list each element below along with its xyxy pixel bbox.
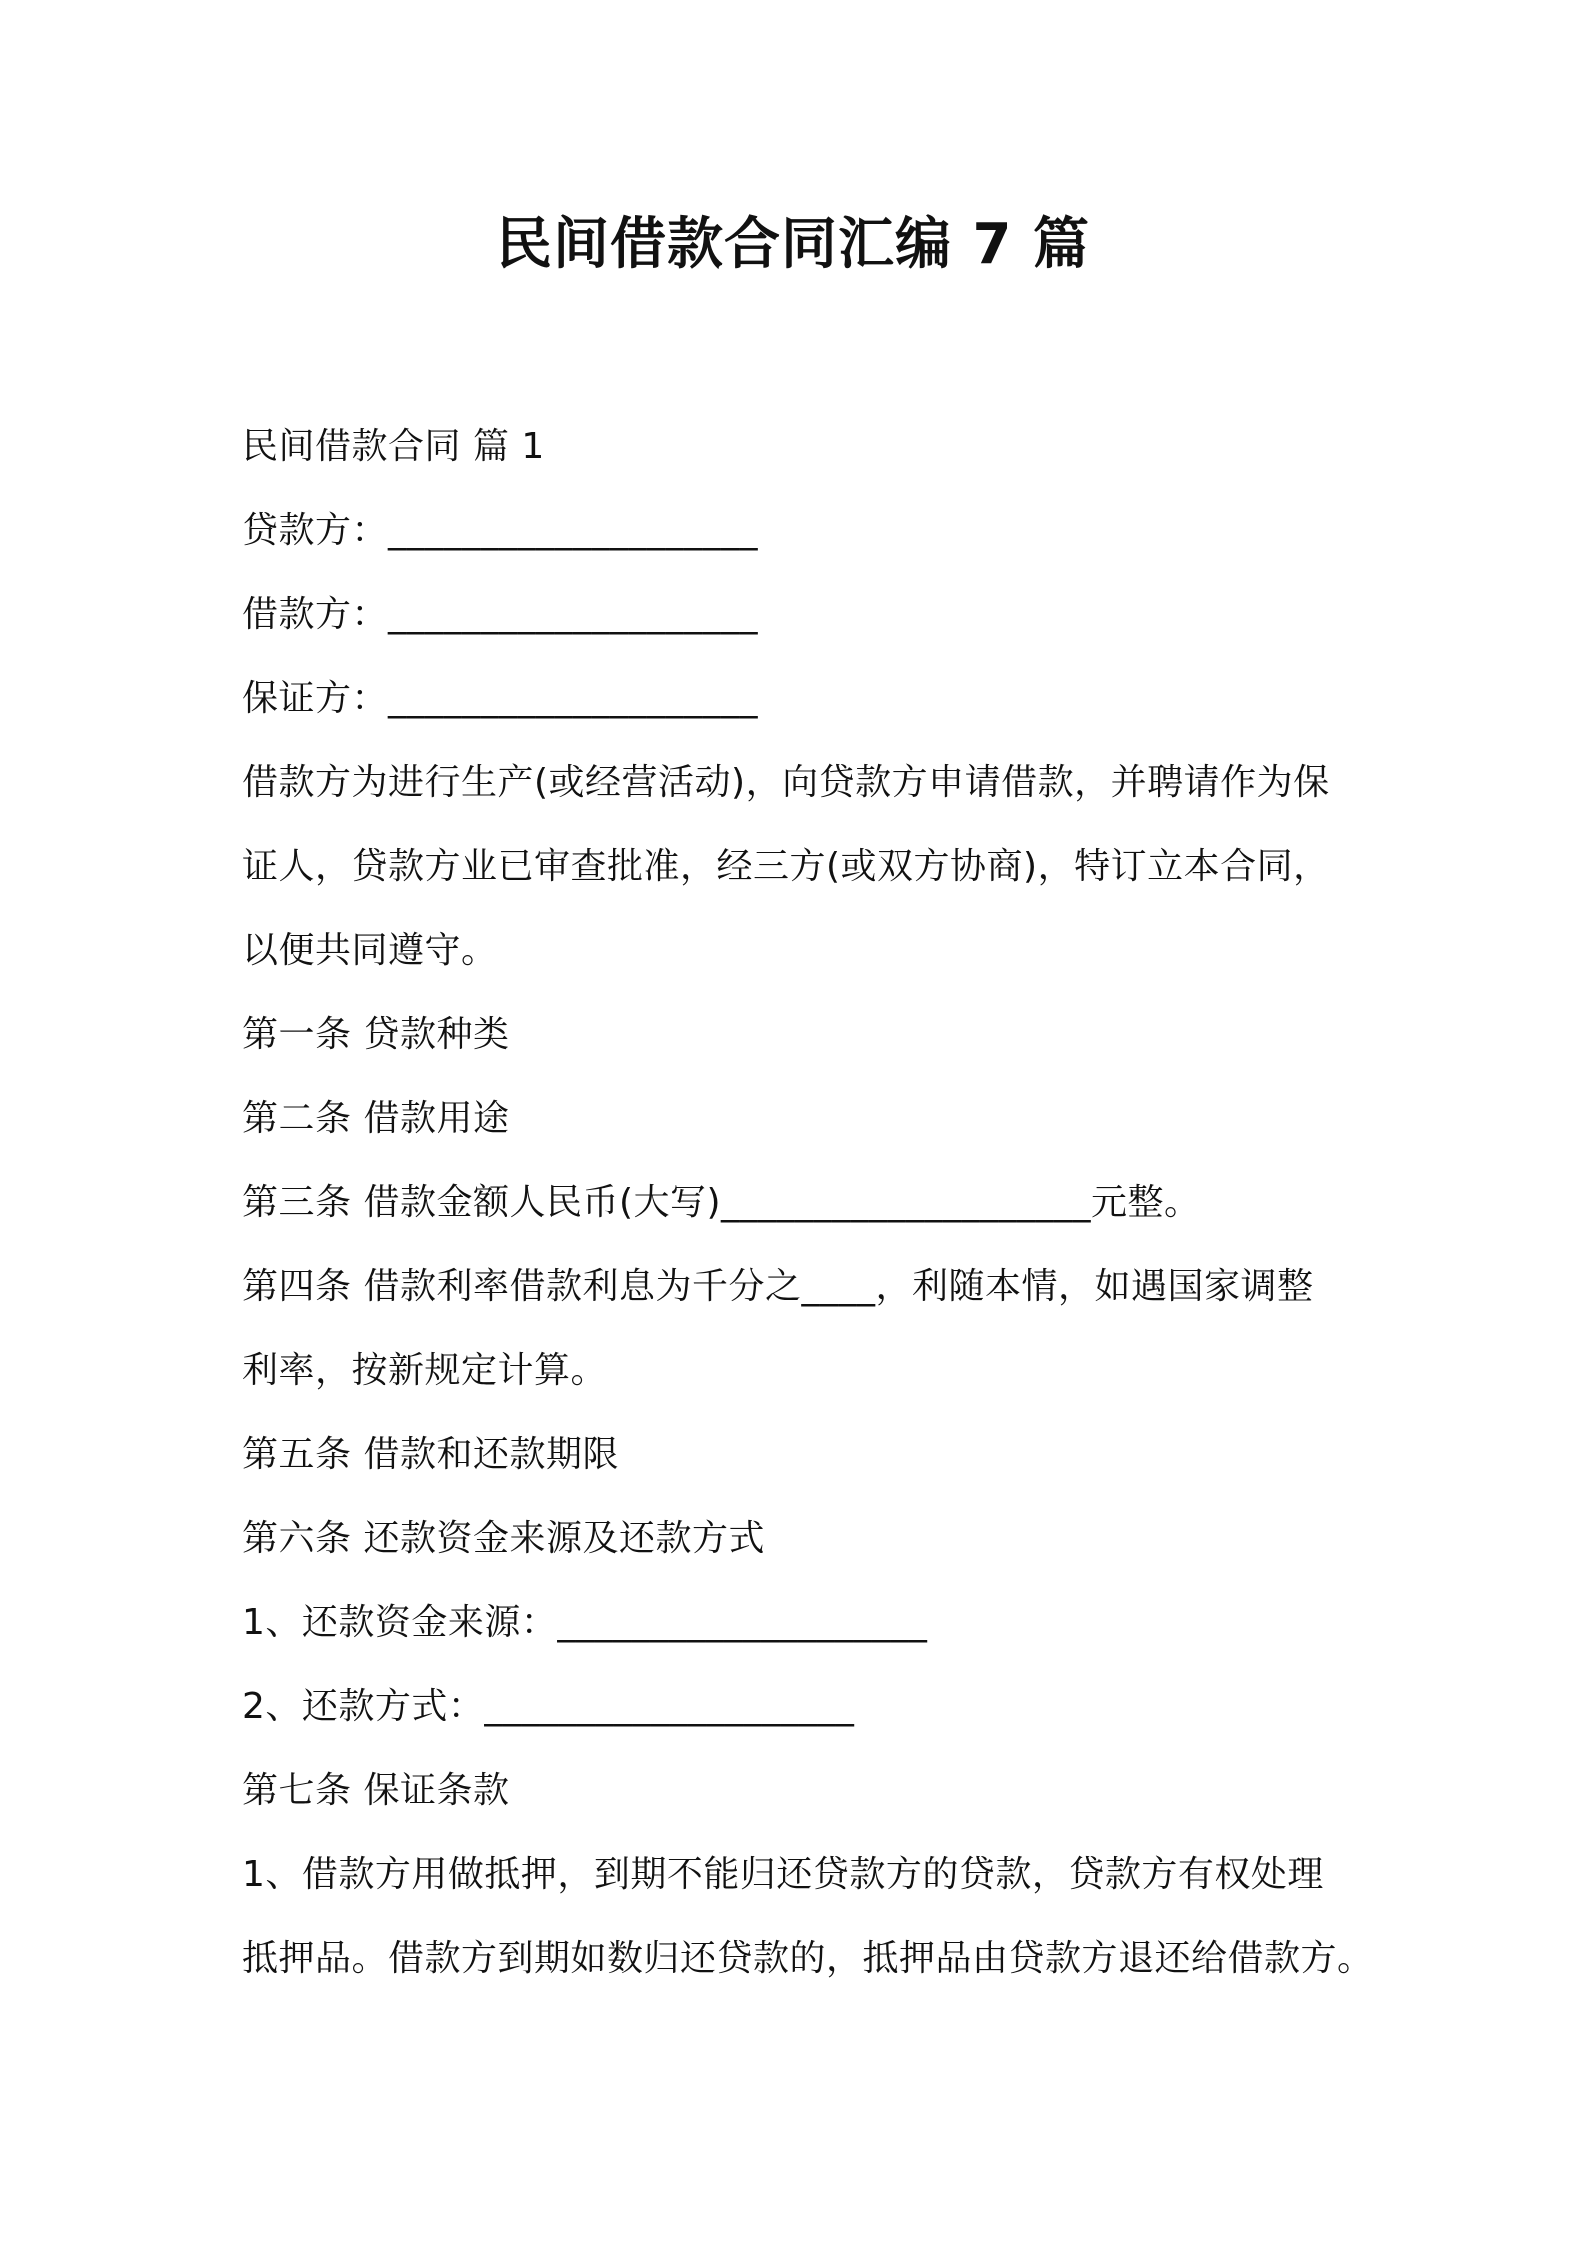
paragraph-line: 1、借款方用做抵押，到期不能归还贷款方的贷款，贷款方有权处理 <box>242 1854 1324 1895</box>
borrower-line: 借款方：____________________ <box>242 594 759 635</box>
document-body <box>242 405 1374 2001</box>
article-3: 第三条 借款金额人民币(大写)____________________元整。 <box>242 1182 1201 1223</box>
document-title: 民间借款合同汇编 7 篇 <box>496 212 1090 277</box>
paragraph-line: 利率，按新规定计算。 <box>242 1350 608 1391</box>
article-6: 第六条 还款资金来源及还款方式 <box>242 1518 765 1559</box>
paragraph-line: 证人，贷款方业已审查批准，经三方(或双方协商)，特订立本合同， <box>242 846 1330 887</box>
paragraph-line: 借款方为进行生产(或经营活动)，向贷款方申请借款，并聘请作为保 <box>242 762 1330 803</box>
article-1: 第一条 贷款种类 <box>242 1014 510 1055</box>
repayment-source-line: 1、还款资金来源：____________________ <box>242 1602 928 1643</box>
guarantor-line: 保证方：____________________ <box>242 678 759 719</box>
paragraph-line: 抵押品。借款方到期如数归还贷款的，抵押品由贷款方退还给借款方。 <box>242 1938 1374 1979</box>
article-7: 第七条 保证条款 <box>242 1770 510 1811</box>
paragraph-line: 以便共同遵守。 <box>242 930 498 971</box>
section-heading: 民间借款合同 篇 1 <box>242 426 545 467</box>
lender-line: 贷款方：____________________ <box>242 510 759 551</box>
article-2: 第二条 借款用途 <box>242 1098 510 1139</box>
article-4: 第四条 借款利率借款利息为千分之____，利随本情，如遇国家调整 <box>242 1266 1314 1307</box>
article-5: 第五条 借款和还款期限 <box>242 1434 619 1475</box>
repayment-method-line: 2、还款方式：____________________ <box>242 1686 855 1727</box>
